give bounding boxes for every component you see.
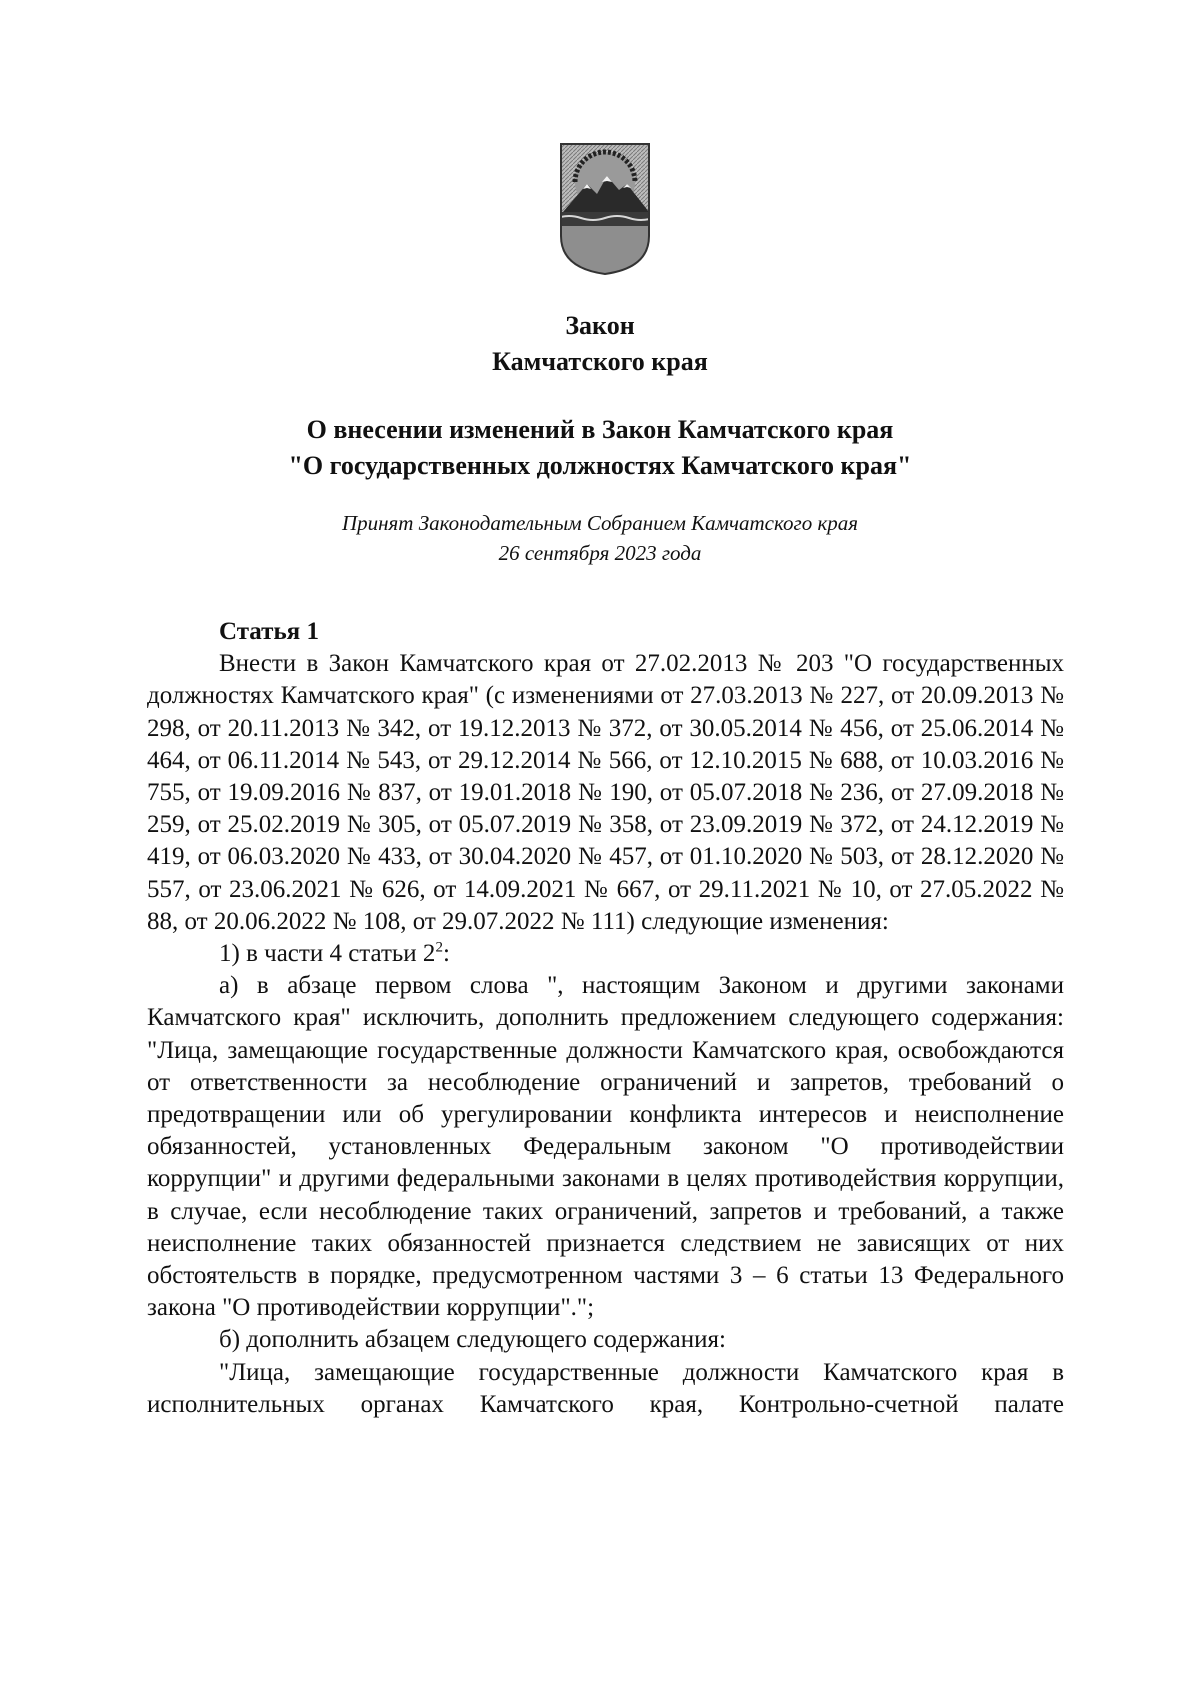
document-type-heading bbox=[150, 308, 1050, 380]
doc-type-line2: Камчатского края bbox=[492, 347, 708, 376]
kamchatka-coat-of-arms-icon bbox=[557, 140, 653, 276]
adopted-line2: 26 сентября 2023 года bbox=[498, 541, 702, 565]
item-1-superscript: 2 bbox=[435, 939, 443, 956]
quoted-paragraph-start: "Лица, замещающие государственные должности Камчатского края в исполнительных органах Камчатского края, Контрольно-счетной палате bbox=[147, 1358, 1064, 1418]
subitem-b: б) дополнить абзацем следующего содержания: bbox=[219, 1326, 726, 1354]
document-body bbox=[147, 616, 1064, 1421]
title-line2: "О государственных должностях Камчатского края" bbox=[288, 451, 912, 480]
adoption-note bbox=[150, 508, 1050, 568]
item-1-text: 1) в части 4 статьи 2 bbox=[219, 940, 436, 968]
adopted-line1: Принят Законодательным Собранием Камчатского края bbox=[341, 511, 859, 535]
article-heading: Статья 1 bbox=[219, 618, 319, 645]
doc-type-line1: Закон bbox=[565, 311, 635, 340]
title-line1: О внесении изменений в Закон Камчатского края bbox=[306, 415, 894, 444]
item-1 bbox=[147, 938, 1064, 970]
subitem-a: а) в абзаце первом слова ", настоящим Законом и другими законами Камчатского края" исключить, дополнить предложением следующего содержания: "Лица, замещающие государственные должности Камчатского края, освобождаются от ответственности за несоблюдение ограничений и запретов, требований о предотвращении или об урегулировании конфликта интересов и неисполнение обязанностей, установленных Федеральным законом "О противодействии коррупции" и другими федеральными законами в целях противодействия коррупции, в случае, если несоблюдение таких ограничений, запретов и требований, а также неисполнение таких обязанностей признается следствием не зависящих от них обстоятельств в порядке, предусмотренном частями 3 – 6 статьи 13 Федерального закона "О противодействии коррупции"."; bbox=[147, 972, 1064, 1322]
item-1-tail: : bbox=[442, 940, 450, 968]
article-intro: Внести в Закон Камчатского края от 27.02.2013 № 203 "О государственных должностях Камчатского края" (с изменениями от 27.03.2013 № 227, от 20.09.2013 № 298, от 20.11.2013 № 342, от 19.12.2013 № 372, от 30.05.2014 № 456, от 25.06.2014 № 464, от 06.11.2014 № 543, от 29.12.2014 № 566, от 12.10.2015 № 688, от 10.03.2016 № 755, от 19.09.2016 № 837, от 19.01.2018 № 190, от 05.07.2018 № 236, от 27.09.2018 № 259, от 25.02.2019 № 305, от 05.07.2019 № 358, от 23.09.2019 № 372, от 24.12.2019 № 419, от 06.03.2020 № 433, от 30.04.2020 № 457, от 01.10.2020 № 503, от 28.12.2020 № 557, от 23.06.2021 № 626, от 14.09.2021 № 667, от 29.11.2021 № 10, от 27.05.2022 № 88, от 20.06.2022 № 108, от 29.07.2022 № 111) следующие изменения: bbox=[147, 650, 1064, 935]
document-title bbox=[150, 412, 1050, 484]
